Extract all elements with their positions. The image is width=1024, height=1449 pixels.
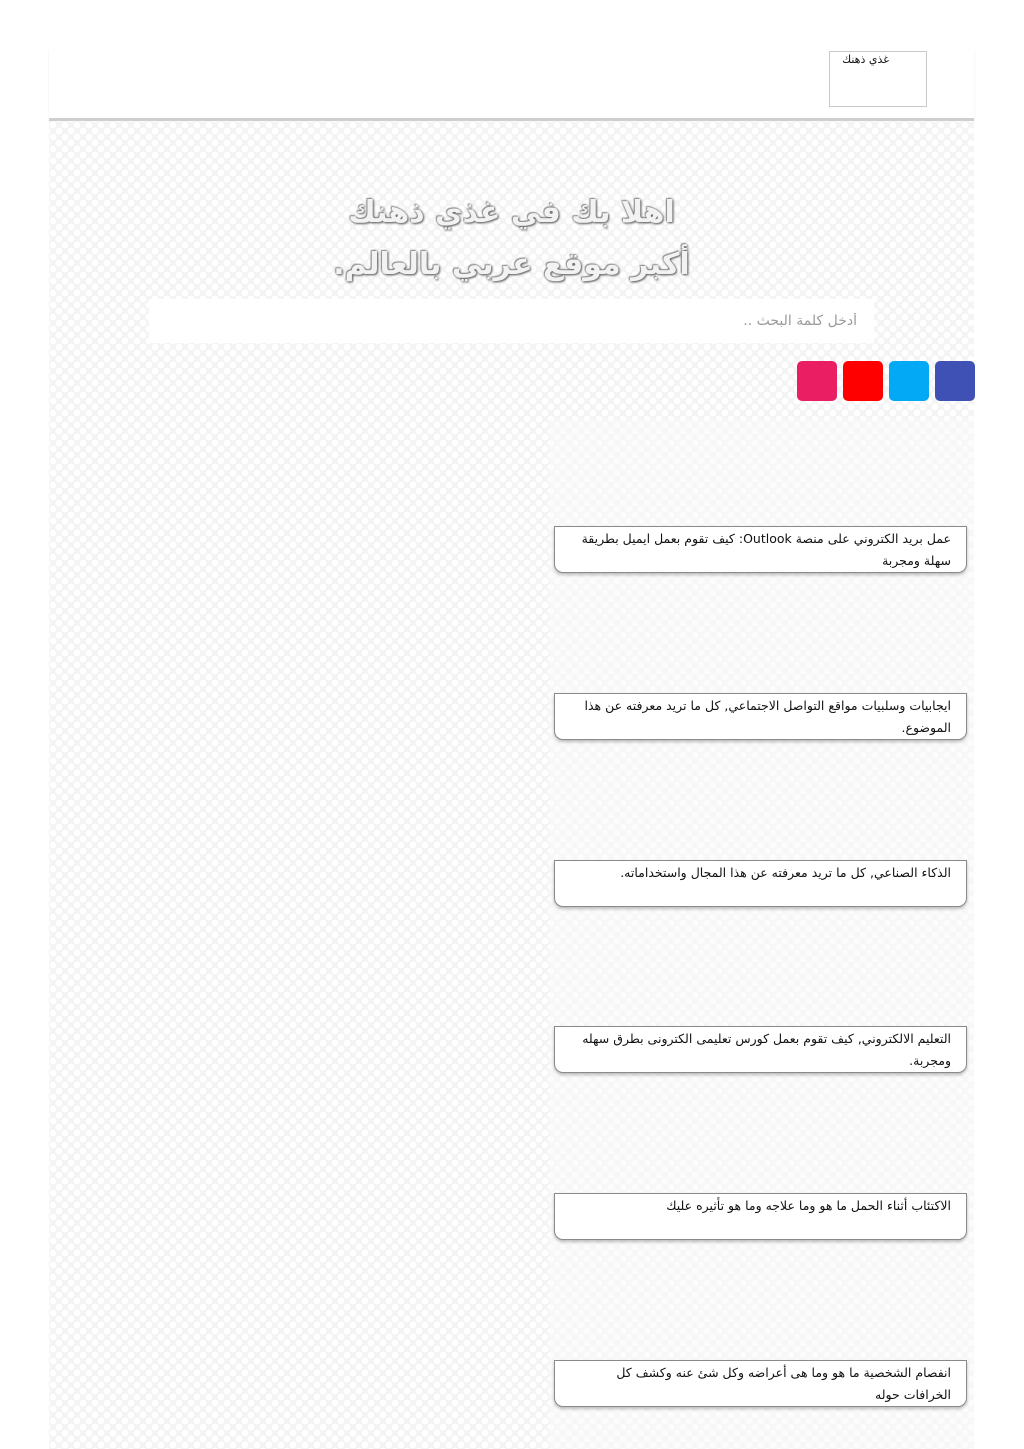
article-card[interactable] — [554, 693, 967, 740]
article-title[interactable]: عمل بريد الكتروني على منصة Outlook: كيف تقوم بعمل ايميل بطريقة سهلة ومجربة — [581, 531, 951, 568]
article-card[interactable] — [554, 1193, 967, 1240]
hero-title-line1: اهلا بك في غذي ذهنك — [348, 195, 675, 230]
article-card[interactable] — [554, 860, 967, 907]
article-title[interactable]: التعليم الالكتروني, كيف تقوم بعمل كورس تعليمى الكترونى بطرق سهله ومجربة. — [582, 1031, 951, 1068]
article-title[interactable]: الذكاء الصناعي, كل ما تريد معرفته عن هذا المجال واستخداماته. — [620, 865, 951, 880]
youtube-button[interactable] — [843, 361, 883, 401]
article-card[interactable] — [554, 1360, 967, 1407]
instagram-button[interactable] — [797, 361, 837, 401]
article-card[interactable] — [554, 1026, 967, 1073]
articles-column — [549, 419, 974, 1449]
search-input[interactable] — [149, 299, 874, 343]
article-title[interactable]: ايجابيات وسلبيات مواقع التواصل الاجتماعي, كل ما تريد معرفته عن هذا الموضوع. — [584, 698, 951, 735]
article-title[interactable]: انفصام الشخصية ما هو وما هى أعراضه وكل شئ عنه وكشف كل الخرافات حوله — [616, 1365, 951, 1402]
site-header — [49, 50, 974, 121]
hero-title — [49, 187, 974, 291]
twitter-button[interactable] — [889, 361, 929, 401]
main-content — [49, 121, 974, 1449]
hero-title-line2: أكبر موقع عربي بالعالم. — [333, 247, 690, 282]
article-card[interactable] — [554, 526, 967, 573]
facebook-button[interactable] — [935, 361, 975, 401]
article-title[interactable]: الاكتئاب أثناء الحمل ما هو وما علاجه وما هو تأثيره عليك — [666, 1198, 951, 1213]
site-logo[interactable]: غذي ذهنك — [829, 51, 927, 107]
